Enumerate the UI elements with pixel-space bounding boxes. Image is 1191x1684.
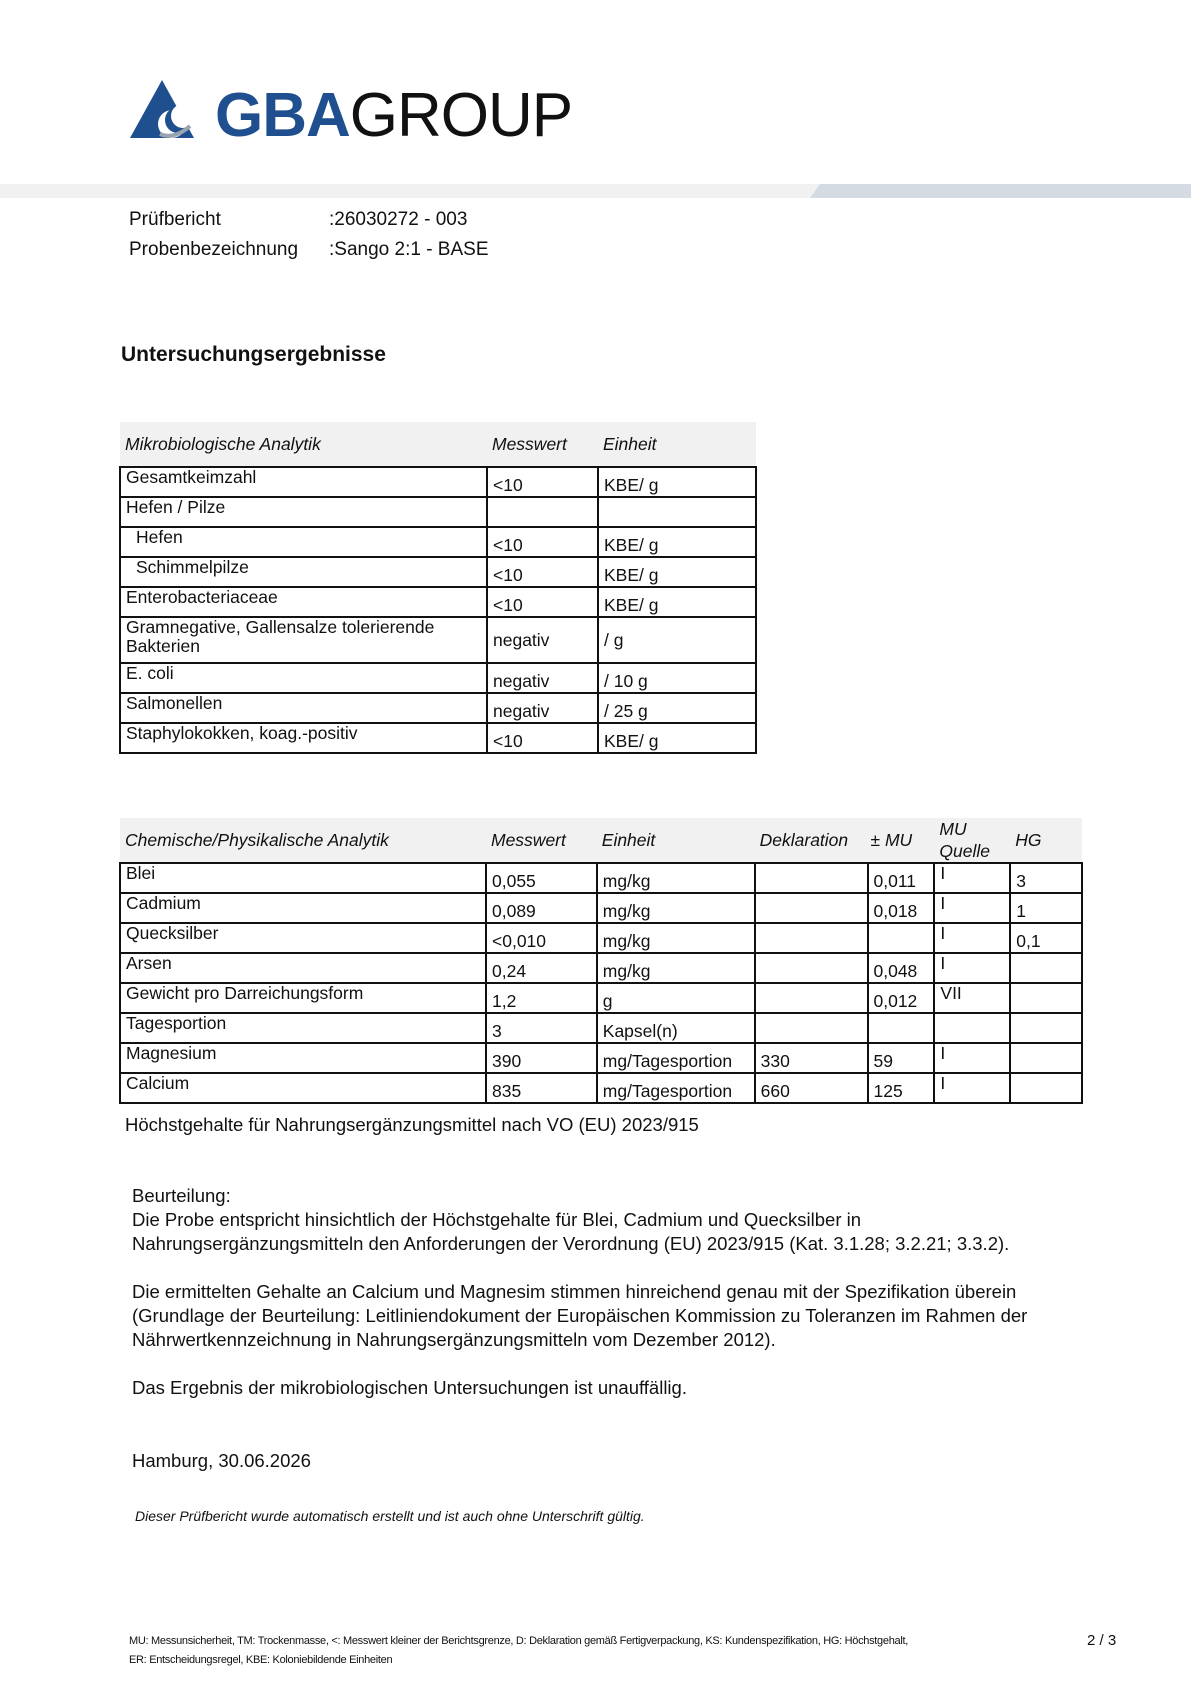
value-cell: <10	[487, 557, 598, 587]
mu-cell	[868, 923, 935, 953]
max-level-cell	[1010, 1073, 1082, 1103]
logo-mark-icon	[130, 80, 210, 140]
mu-cell: 0,011	[868, 863, 935, 893]
sample-name-label: Probenbezeichnung	[129, 239, 299, 260]
analyte-cell: Staphylokokken, koag.-positiv	[120, 723, 487, 753]
table-row	[120, 923, 1082, 953]
mu-source-cell	[934, 1013, 1010, 1043]
mu-source-cell: I	[934, 863, 1010, 893]
value-cell: <10	[487, 587, 598, 617]
analyte-cell: Gramnegative, Gallensalze tolerierende Bakterien	[120, 617, 487, 663]
max-level-cell: 1	[1010, 893, 1082, 923]
value-cell: negativ	[487, 617, 598, 663]
analyte-cell: Calcium	[120, 1073, 486, 1103]
header-band-accent	[810, 184, 1191, 198]
column-header: Messwert	[486, 818, 597, 863]
table-row	[120, 893, 1082, 923]
logo-wordmark	[215, 78, 572, 154]
analyte-cell: Arsen	[120, 953, 486, 983]
max-level-cell: 0,1	[1010, 923, 1082, 953]
table-row	[120, 723, 756, 753]
report-number-label: Prüfbericht	[129, 209, 221, 230]
analyte-cell: Magnesium	[120, 1043, 486, 1073]
max-level-cell	[1010, 1043, 1082, 1073]
table-row	[120, 1013, 1082, 1043]
declaration-cell: 330	[755, 1043, 868, 1073]
table-row	[120, 863, 1082, 893]
report-number-value: :26030272 - 003	[329, 209, 468, 230]
column-header: Quelle	[939, 841, 990, 861]
column-header: Einheit	[597, 818, 755, 863]
section-title: Untersuchungsergebnisse	[121, 343, 386, 366]
max-level-cell	[1010, 983, 1082, 1013]
analyte-cell: Gesamtkeimzahl	[120, 467, 487, 497]
mu-cell: 125	[868, 1073, 935, 1103]
declaration-cell	[755, 923, 868, 953]
unit-cell: / 10 g	[598, 663, 756, 693]
mu-source-cell: I	[934, 1073, 1010, 1103]
analyte-cell: Enterobacteriaceae	[120, 587, 487, 617]
mu-source-cell: I	[934, 1043, 1010, 1073]
value-cell: 3	[486, 1013, 597, 1043]
table-row	[120, 557, 756, 587]
value-cell: <10	[487, 467, 598, 497]
analyte-cell: Salmonellen	[120, 693, 487, 723]
table-row	[120, 527, 756, 557]
table-row	[120, 467, 756, 497]
table-row	[120, 693, 756, 723]
table-row	[120, 663, 756, 693]
analyte-cell: Hefen / Pilze	[120, 497, 487, 527]
value-cell: 390	[486, 1043, 597, 1073]
declaration-cell: 660	[755, 1073, 868, 1103]
unit-cell: KBE/ g	[598, 587, 756, 617]
footer-legend-line: ER: Entscheidungsregel, KBE: Koloniebildende Einheiten	[129, 1654, 393, 1666]
mu-source-cell: I	[934, 923, 1010, 953]
column-header-mu-source	[934, 818, 1010, 863]
table-header-row	[120, 422, 756, 467]
sample-name-row	[129, 238, 489, 262]
column-header: Mikrobiologische Analytik	[120, 422, 487, 467]
assessment-paragraph-1: Die Probe entspricht hinsichtlich der Höchstgehalte für Blei, Cadmium und Quecksilber in Nahrungsergänzungsmitteln den Anforderungen der Verordnung (EU) 2023/915 (Kat. 3.1.28; 3.2.21; 3.3.2).	[132, 1209, 1010, 1254]
declaration-cell	[755, 953, 868, 983]
footer-legend	[129, 1632, 989, 1670]
column-header: Chemische/Physikalische Analytik	[120, 818, 486, 863]
table-row	[120, 1043, 1082, 1073]
analyte-cell: Gewicht pro Darreichungsform	[120, 983, 486, 1013]
mu-source-cell: I	[934, 953, 1010, 983]
table-row	[120, 953, 1082, 983]
max-level-note: Höchstgehalte für Nahrungsergänzungsmittel nach VO (EU) 2023/915	[125, 1114, 699, 1135]
unit-cell: KBE/ g	[598, 467, 756, 497]
value-cell: negativ	[487, 693, 598, 723]
value-cell: 835	[486, 1073, 597, 1103]
column-header: MU	[939, 819, 967, 839]
mu-cell: 59	[868, 1043, 935, 1073]
analyte-cell: E. coli	[120, 663, 487, 693]
column-header: Deklaration	[755, 818, 868, 863]
table-row	[120, 1073, 1082, 1103]
unit-cell: KBE/ g	[598, 527, 756, 557]
table-row	[120, 617, 756, 663]
mu-source-cell: I	[934, 893, 1010, 923]
report-number-row	[129, 208, 467, 232]
unit-cell: KBE/ g	[598, 557, 756, 587]
assessment-paragraph-3: Das Ergebnis der mikrobiologischen Untersuchungen ist unauffällig.	[132, 1377, 687, 1398]
mu-cell	[868, 1013, 935, 1043]
place-date: Hamburg, 30.06.2026	[132, 1450, 311, 1471]
footer-legend-line: MU: Messunsicherheit, TM: Trockenmasse, <: Messwert kleiner der Berichtsgrenze, D: Deklaration gemäß Fertigverpackung, KS: Kundenspezifikation, HG: Höchstgehalt,	[129, 1635, 908, 1647]
value-cell	[487, 497, 598, 527]
table-header-row	[120, 818, 1082, 863]
mu-source-cell: VII	[934, 983, 1010, 1013]
table-row	[120, 983, 1082, 1013]
mu-cell: 0,048	[868, 953, 935, 983]
value-cell: <0,010	[486, 923, 597, 953]
value-cell: <10	[487, 723, 598, 753]
max-level-cell	[1010, 953, 1082, 983]
unit-cell: KBE/ g	[598, 723, 756, 753]
unit-cell	[598, 497, 756, 527]
column-header: Einheit	[598, 422, 756, 467]
declaration-cell	[755, 983, 868, 1013]
mu-cell: 0,012	[868, 983, 935, 1013]
unit-cell: / g	[598, 617, 756, 663]
value-cell: 0,24	[486, 953, 597, 983]
page-number: 2 / 3	[1087, 1632, 1117, 1649]
analyte-cell: Cadmium	[120, 893, 486, 923]
microbiology-table	[119, 422, 757, 754]
unit-cell: mg/kg	[597, 893, 755, 923]
logo-text-light: GROUP	[349, 81, 573, 150]
auto-generated-note: Dieser Prüfbericht wurde automatisch erstellt und ist auch ohne Unterschrift gültig.	[135, 1508, 645, 1524]
value-cell: 0,089	[486, 893, 597, 923]
column-header: Messwert	[487, 422, 598, 467]
unit-cell: mg/kg	[597, 923, 755, 953]
value-cell: 0,055	[486, 863, 597, 893]
logo-text-bold: GBA	[215, 81, 350, 150]
max-level-cell: 3	[1010, 863, 1082, 893]
analyte-cell: Schimmelpilze	[120, 557, 487, 587]
mu-cell: 0,018	[868, 893, 935, 923]
unit-cell: mg/Tagesportion	[597, 1043, 755, 1073]
assessment-heading: Beurteilung:	[132, 1185, 231, 1206]
analyte-cell: Blei	[120, 863, 486, 893]
unit-cell: mg/kg	[597, 863, 755, 893]
column-header: HG	[1010, 818, 1082, 863]
analyte-cell: Quecksilber	[120, 923, 486, 953]
chemistry-table	[119, 818, 1083, 1104]
max-level-cell	[1010, 1013, 1082, 1043]
declaration-cell	[755, 863, 868, 893]
sample-name-value: :Sango 2:1 - BASE	[329, 239, 489, 260]
unit-cell: g	[597, 983, 755, 1013]
unit-cell: Kapsel(n)	[597, 1013, 755, 1043]
value-cell: <10	[487, 527, 598, 557]
table-row	[120, 587, 756, 617]
unit-cell: mg/Tagesportion	[597, 1073, 755, 1103]
assessment-paragraph-2: Die ermittelten Gehalte an Calcium und Magnesim stimmen hinreichend genau mit der Spezifikation überein (Grundlage der Beurteilung: Leitliniendokument der Europäischen Kommission zu Toleranzen im Rahmen der Nährwertkennzeichnung in Nahrungsergänzungsmitteln vom Dezember 2012).	[132, 1281, 1028, 1350]
analyte-cell: Hefen	[120, 527, 487, 557]
table-row	[120, 497, 756, 527]
unit-cell: mg/kg	[597, 953, 755, 983]
value-cell: negativ	[487, 663, 598, 693]
declaration-cell	[755, 1013, 868, 1043]
value-cell: 1,2	[486, 983, 597, 1013]
unit-cell: / 25 g	[598, 693, 756, 723]
analyte-cell: Tagesportion	[120, 1013, 486, 1043]
column-header: ± MU	[868, 818, 935, 863]
declaration-cell	[755, 893, 868, 923]
company-logo	[130, 78, 573, 150]
